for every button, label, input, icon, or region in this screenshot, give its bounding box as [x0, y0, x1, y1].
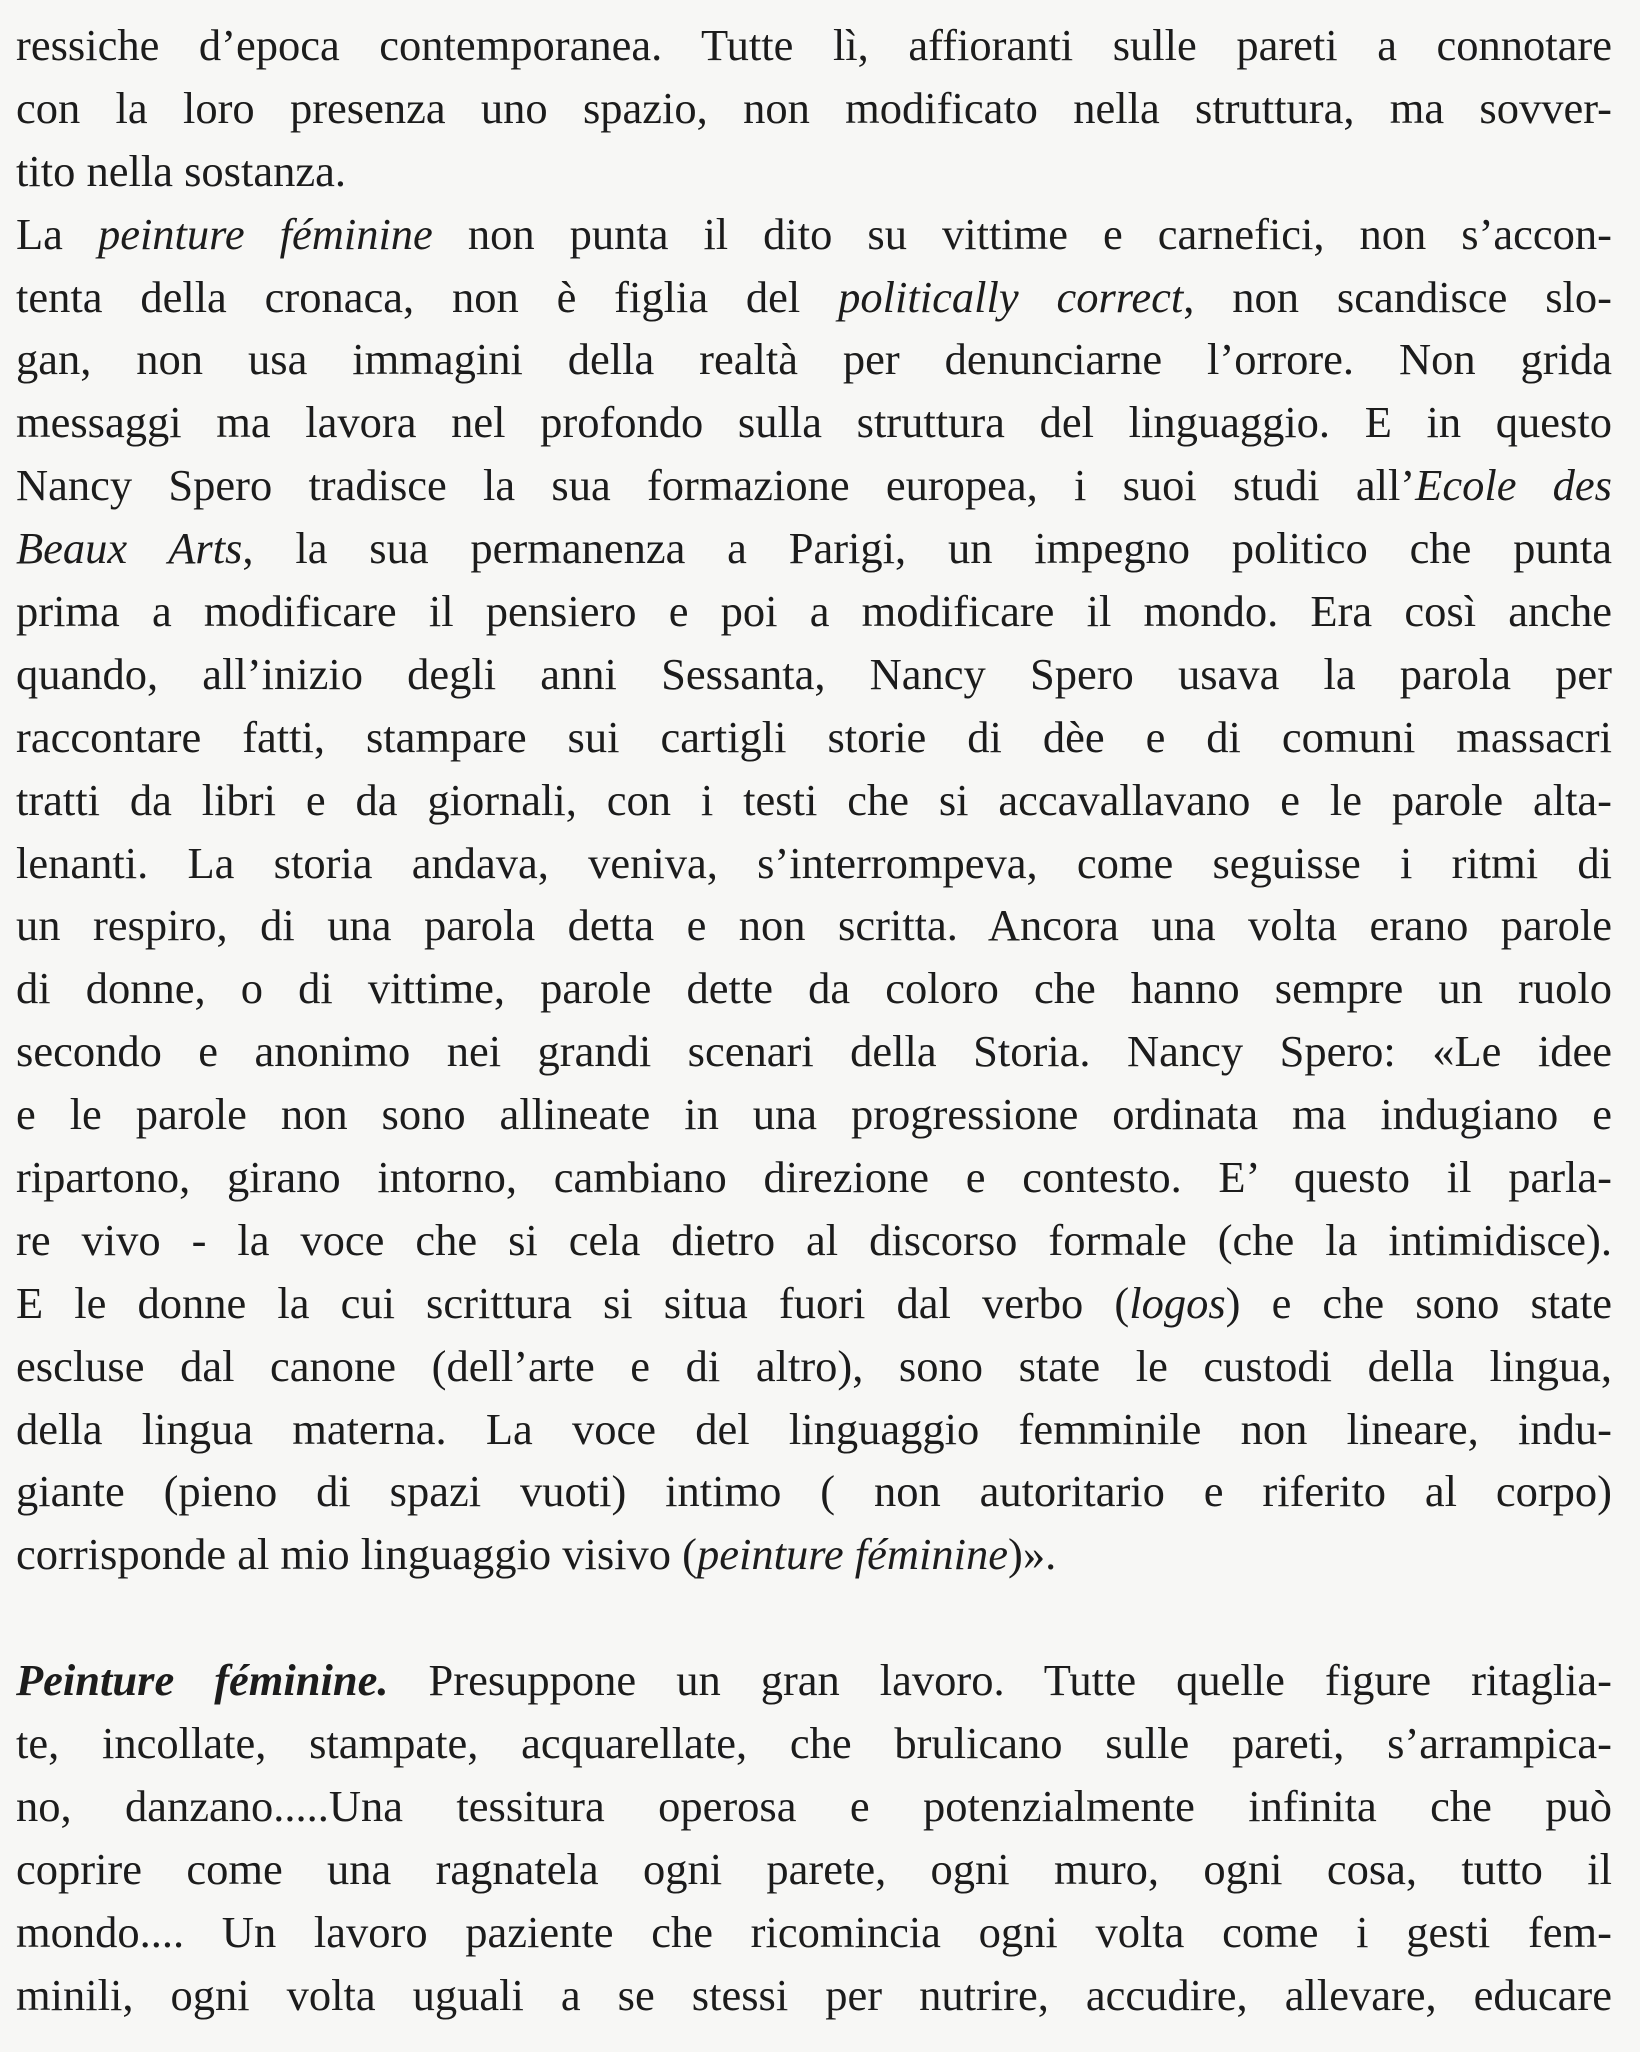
- paragraph: [16, 1649, 1612, 2026]
- text-run: raccontare fatti, stampare sui cartigli storie di dèe e di comuni massacri: [16, 711, 1612, 762]
- text-line: [16, 1209, 1612, 1272]
- text-line: [16, 1272, 1612, 1335]
- text-run: di donne, o di vittime, parole dette da coloro che hanno sempre un ruolo: [16, 963, 1612, 1014]
- paragraph-gap: [16, 1586, 1612, 1649]
- text-run: tito nella sostanza.: [16, 145, 346, 196]
- text-run: , non scandisce slo-: [1183, 271, 1612, 322]
- text-line: [16, 1712, 1612, 1775]
- paragraph: [16, 14, 1612, 203]
- text-run: tratti da libri e da giornali, con i testi che si accavallavano e le parole alta-: [16, 774, 1612, 825]
- text-run: re vivo - la voce che si cela dietro al discorso formale (che la intimidisce).: [16, 1214, 1612, 1265]
- text-line: [16, 769, 1612, 832]
- text-run: e le parole non sono allineate in una progressione ordinata ma indugiano e: [16, 1089, 1612, 1140]
- text-run: La: [16, 208, 98, 259]
- text-run: escluse dal canone (dell’arte e di altro), sono state le custodi della lingua,: [16, 1340, 1612, 1391]
- italic-text: peinture féminine: [697, 1529, 1009, 1580]
- text-line: [16, 517, 1612, 580]
- text-run: , la sua permanenza a Parigi, un impegno politico che punta: [242, 523, 1612, 574]
- italic-text: Peinture féminine.: [16, 1655, 389, 1706]
- text-run: no, danzano.....Una tessitura operosa e potenzialmente infinita che può: [16, 1780, 1612, 1831]
- text-line: [16, 894, 1612, 957]
- text-line: [16, 391, 1612, 454]
- text-line: [16, 1020, 1612, 1083]
- text-run: mondo.... Un lavoro paziente che ricomincia ogni volta come i gesti fem-: [16, 1906, 1612, 1957]
- text-line: [16, 203, 1612, 266]
- text-line: [16, 832, 1612, 895]
- text-line: [16, 266, 1612, 329]
- text-run: coprire come una ragnatela ogni parete, ogni muro, ogni cosa, tutto il: [16, 1843, 1612, 1894]
- text-line: [16, 328, 1612, 391]
- text-run: non punta il dito su vittime e carnefici, non s’accon-: [432, 208, 1612, 259]
- text-line: [16, 140, 1612, 203]
- text-line: [16, 1398, 1612, 1461]
- text-run: corrisponde al mio linguaggio visivo (: [16, 1529, 697, 1580]
- text-line: [16, 1460, 1612, 1523]
- document-page: [16, 14, 1612, 2027]
- text-line: [16, 454, 1612, 517]
- text-run: prima a modificare il pensiero e poi a modificare il mondo. Era così anche: [16, 586, 1612, 637]
- text-line: [16, 580, 1612, 643]
- text-run: )».: [1008, 1529, 1057, 1580]
- text-run: Presuppone un gran lavoro. Tutte quelle figure ritaglia-: [388, 1655, 1612, 1706]
- italic-text: politically correct: [838, 271, 1184, 322]
- text-line: [16, 14, 1612, 77]
- text-line: [16, 1838, 1612, 1901]
- text-line: [16, 1649, 1612, 1712]
- paragraph: [16, 203, 1612, 1587]
- text-line: [16, 1964, 1612, 2027]
- text-line: [16, 1146, 1612, 1209]
- text-line: [16, 1901, 1612, 1964]
- text-run: messaggi ma lavora nel profondo sulla struttura del linguaggio. E in questo: [16, 397, 1612, 448]
- text-line: [16, 77, 1612, 140]
- text-run: quando, all’inizio degli anni Sessanta, Nancy Spero usava la parola per: [16, 648, 1612, 699]
- text-line: [16, 1083, 1612, 1146]
- text-run: della lingua materna. La voce del linguaggio femminile non lineare, indu-: [16, 1403, 1612, 1454]
- text-run: ) e che sono state: [1225, 1277, 1613, 1328]
- text-run: tenta della cronaca, non è figlia del: [16, 271, 839, 322]
- text-run: un respiro, di una parola detta e non scritta. Ancora una volta erano parole: [16, 900, 1612, 951]
- text-run: ressiche d’epoca contemporanea. Tutte lì, affioranti sulle pareti a connotare: [16, 20, 1612, 70]
- text-line: [16, 706, 1612, 769]
- italic-text: peinture féminine: [97, 208, 433, 259]
- text-run: te, incollate, stampate, acquarellate, che brulicano sulle pareti, s’arrampica-: [16, 1718, 1612, 1769]
- italic-text: Ecole des: [1415, 460, 1612, 511]
- text-run: E le donne la cui scrittura si situa fuori dal verbo (: [16, 1277, 1130, 1328]
- italic-text: Beaux Arts: [16, 523, 243, 574]
- text-line: [16, 957, 1612, 1020]
- text-line: [16, 1335, 1612, 1398]
- text-line: [16, 643, 1612, 706]
- italic-text: logos: [1129, 1277, 1226, 1328]
- text-run: Nancy Spero tradisce la sua formazione europea, i suoi studi all’: [16, 460, 1416, 511]
- text-run: gan, non usa immagini della realtà per denunciarne l’orrore. Non grida: [16, 334, 1612, 385]
- text-run: ripartono, girano intorno, cambiano direzione e contesto. E’ questo il parla-: [16, 1152, 1612, 1203]
- text-run: minili, ogni volta uguali a se stessi per nutrire, accudire, allevare, educare: [16, 1969, 1612, 2020]
- text-line: [16, 1775, 1612, 1838]
- text-run: lenanti. La storia andava, veniva, s’interrompeva, come seguisse i ritmi di: [16, 837, 1612, 888]
- text-run: giante (pieno di spazi vuoti) intimo ( non autoritario e riferito al corpo): [16, 1466, 1612, 1517]
- text-run: secondo e anonimo nei grandi scenari della Storia. Nancy Spero: «Le idee: [16, 1026, 1612, 1077]
- text-run: con la loro presenza uno spazio, non modificato nella struttura, ma sovver-: [16, 82, 1612, 133]
- text-line: [16, 1523, 1612, 1586]
